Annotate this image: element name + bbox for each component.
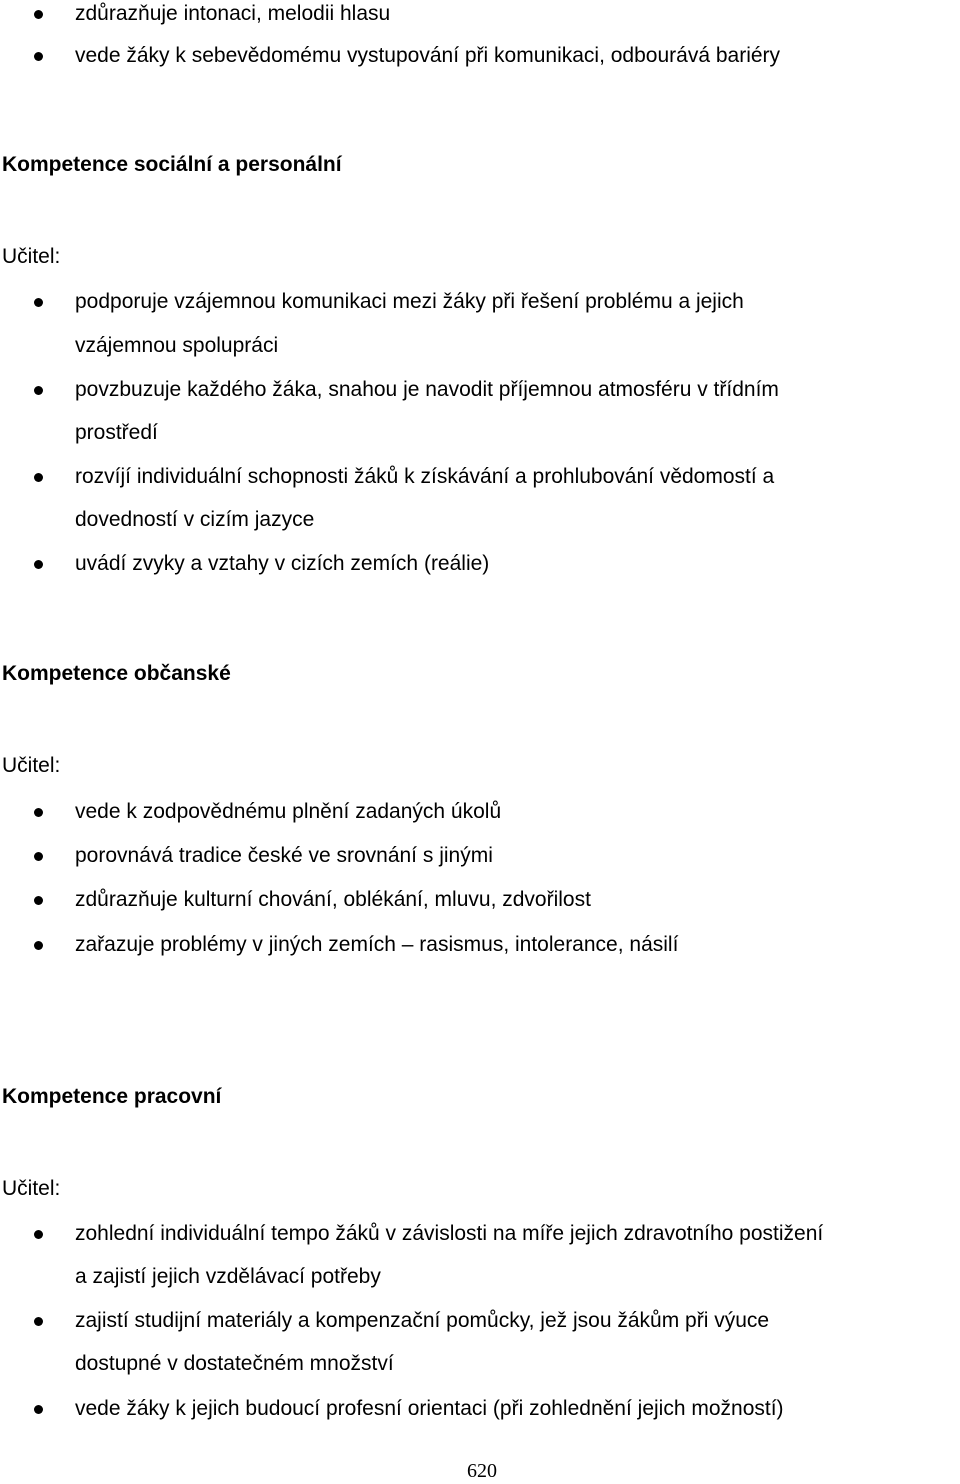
- list-item: podporuje vzájemnou komunikaci mezi žáky při řešení problému a jejich: [75, 290, 744, 313]
- list-item: zohlední individuální tempo žáků v závislosti na míře jejich zdravotního postižení: [75, 1222, 824, 1245]
- list-item: zdůrazňuje kulturní chování, oblékání, mluvu, zdvořilost: [75, 888, 591, 911]
- list-item: rozvíjí individuální schopnosti žáků k získávání a prohlubování vědomostí a: [75, 465, 775, 488]
- section-heading-social: Kompetence sociální a personální: [2, 153, 342, 176]
- list-item: zajistí studijní materiály a kompenzační pomůcky, jež jsou žákům při výuce: [75, 1309, 770, 1332]
- list-item-continuation: vzájemnou spolupráci: [75, 334, 279, 357]
- list-item: porovnává tradice české ve srovnání s jinými: [75, 844, 493, 867]
- list-item-continuation: dovedností v cizím jazyce: [75, 508, 315, 531]
- bullet-icon: [34, 386, 43, 395]
- teacher-label: Učitel:: [2, 245, 61, 268]
- list-item-continuation: dostupné v dostatečném množství: [75, 1352, 394, 1375]
- page-number: 620: [467, 1460, 497, 1482]
- bullet-icon: [34, 896, 43, 905]
- bullet-icon: [34, 852, 43, 861]
- list-item: povzbuzuje každého žáka, snahou je navodit příjemnou atmosféru v třídním: [75, 378, 779, 401]
- list-item-continuation: prostředí: [75, 421, 158, 444]
- bullet-icon: [34, 52, 43, 61]
- bullet-icon: [34, 10, 43, 19]
- teacher-label: Učitel:: [2, 1177, 61, 1200]
- bullet-icon: [34, 1317, 43, 1326]
- list-item: vede k zodpovědnému plnění zadaných úkolů: [75, 800, 502, 823]
- list-item: uvádí zvyky a vztahy v cizích zemích (reálie): [75, 552, 490, 575]
- list-item: vede žáky k jejich budoucí profesní orientaci (při zohlednění jejich možností): [75, 1397, 784, 1420]
- bullet-icon: [34, 941, 43, 950]
- section-heading-work: Kompetence pracovní: [2, 1085, 222, 1108]
- list-item: zdůrazňuje intonaci, melodii hlasu: [75, 2, 391, 25]
- teacher-label: Učitel:: [2, 754, 61, 777]
- bullet-icon: [34, 473, 43, 482]
- section-heading-civic: Kompetence občanské: [2, 662, 231, 685]
- bullet-icon: [34, 808, 43, 817]
- bullet-icon: [34, 1230, 43, 1239]
- bullet-icon: [34, 298, 43, 307]
- list-item: vede žáky k sebevědomému vystupování při komunikaci, odbourává bariéry: [75, 44, 781, 67]
- bullet-icon: [34, 1405, 43, 1414]
- list-item-continuation: a zajistí jejich vzdělávací potřeby: [75, 1265, 381, 1288]
- bullet-icon: [34, 560, 43, 569]
- list-item: zařazuje problémy v jiných zemích – rasismus, intolerance, násilí: [75, 933, 679, 956]
